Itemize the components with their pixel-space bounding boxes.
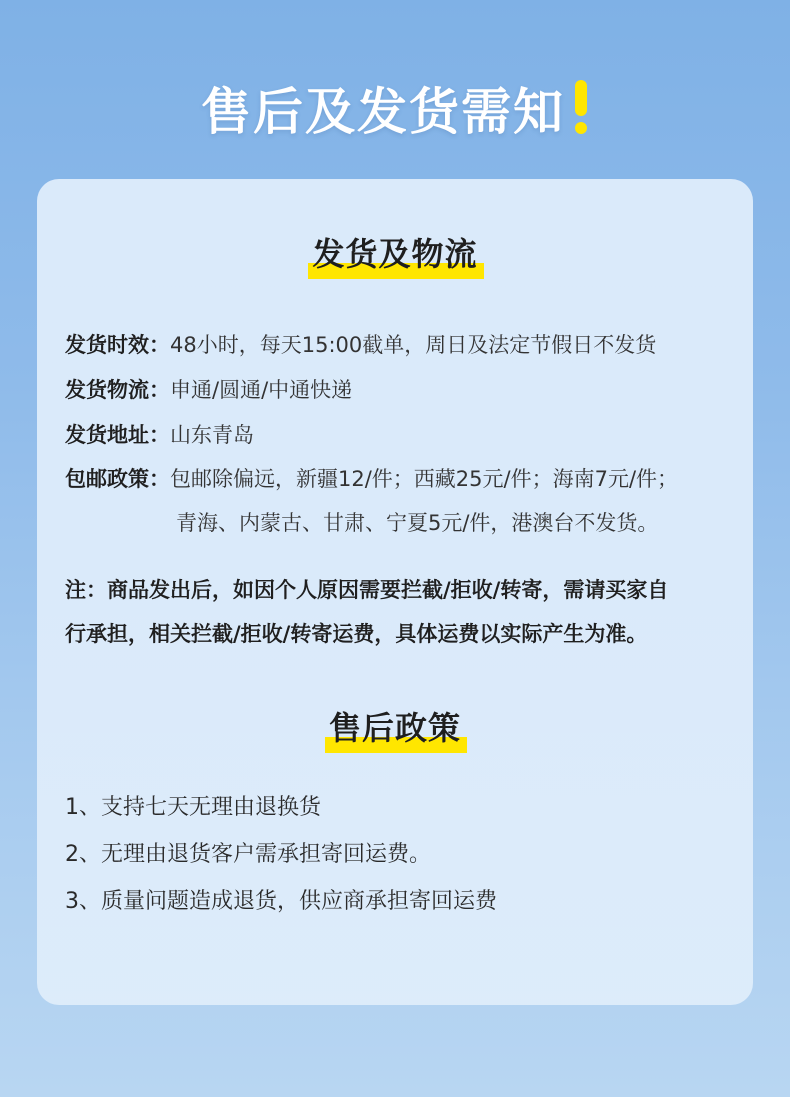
shipping-section-title bbox=[37, 229, 753, 275]
after-sales-title-text: 售后政策 bbox=[328, 709, 461, 747]
exclamation-icon bbox=[573, 80, 589, 136]
info-row-address bbox=[65, 420, 735, 450]
shipping-note-line1: 注：商品发出后，如因个人原因需要拦截/拒收/转寄，需请买家自 bbox=[65, 578, 669, 602]
policy-item: 1、支持七天无理由退换货 bbox=[65, 795, 321, 820]
shipping-title-text: 发货及物流 bbox=[312, 235, 478, 273]
row-label: 包邮政策： bbox=[65, 467, 170, 491]
shipping-note-line2: 行承担，相关拦截/拒收/转寄运费，具体运费以实际产生为准。 bbox=[65, 622, 648, 646]
page-title bbox=[0, 68, 790, 148]
row-label: 发货地址： bbox=[65, 423, 170, 447]
row-value: 包邮除偏远，新疆12/件；西藏25元/件；海南7元/件； bbox=[170, 467, 679, 491]
info-row-free-shipping bbox=[65, 464, 735, 494]
after-sales-section-title bbox=[37, 703, 753, 749]
policy-item: 2、无理由退货客户需承担寄回运费。 bbox=[65, 842, 431, 867]
page-title-text: 售后及发货需知 bbox=[201, 83, 565, 141]
row-value: 48小时，每天15:00截单，周日及法定节假日不发货 bbox=[170, 333, 657, 357]
free-shipping-continuation: 青海、内蒙古、甘肃、宁夏5元/件，港澳台不发货。 bbox=[176, 511, 659, 535]
row-value: 山东青岛 bbox=[170, 423, 254, 447]
row-label: 发货物流： bbox=[65, 378, 170, 402]
row-label: 发货时效： bbox=[65, 333, 170, 357]
policy-item: 3、质量问题造成退货，供应商承担寄回运费 bbox=[65, 889, 497, 914]
row-value: 申通/圆通/中通快递 bbox=[170, 378, 353, 402]
info-row-shipping-time bbox=[65, 330, 735, 360]
info-card bbox=[37, 179, 753, 1005]
info-row-logistics bbox=[65, 375, 735, 405]
